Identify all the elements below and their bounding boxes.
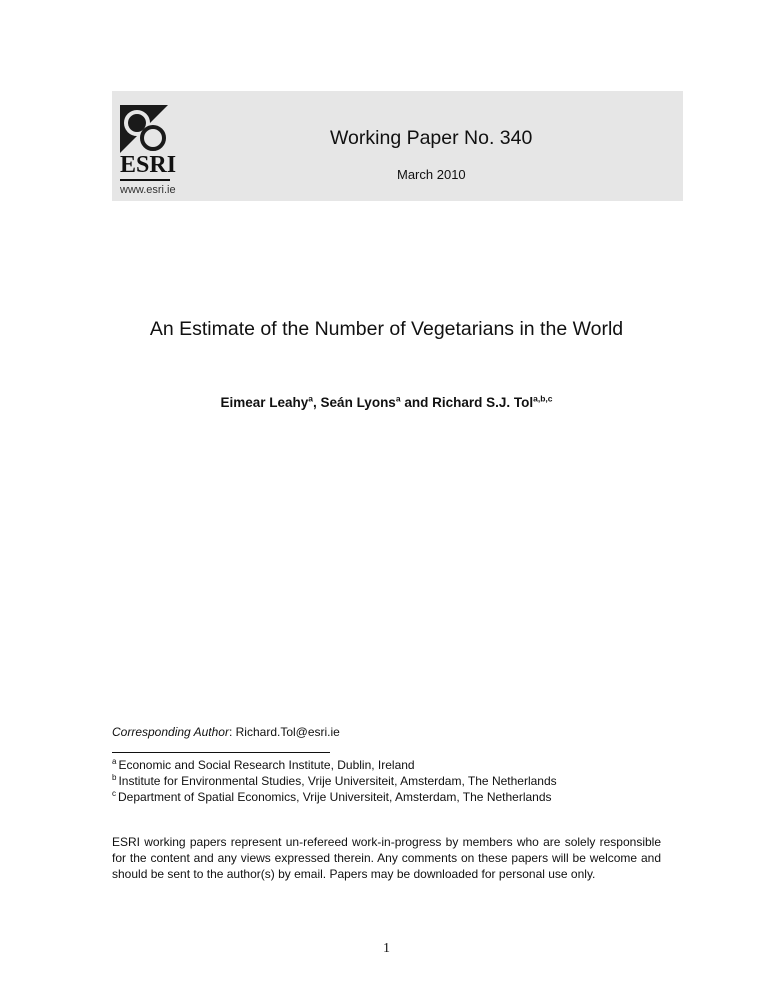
author-affiliation-mark: a	[395, 393, 401, 404]
author-name: Eimear Leahy	[220, 395, 309, 410]
author-name: Richard S.J. Tol	[432, 395, 534, 410]
author-separator: and	[400, 395, 433, 410]
footnote	[112, 789, 557, 805]
corresponding-author-email[interactable]: : Richard.Tol@esri.ie	[228, 725, 340, 739]
footnotes	[112, 757, 557, 805]
author-name: Seán Lyons	[320, 395, 396, 410]
logo-rule	[120, 179, 170, 181]
logo-url[interactable]: www.esri.ie	[120, 184, 176, 196]
footnote	[112, 757, 557, 773]
footnote-mark: a	[112, 757, 117, 766]
page-number: 1	[383, 941, 390, 956]
paper-title: An Estimate of the Number of Vegetarians in the World	[149, 318, 624, 340]
corresponding-author	[112, 725, 340, 739]
author-affiliation-mark: a,b,c	[533, 393, 553, 404]
footnote-text: Department of Spatial Economics, Vrije Universiteit, Amsterdam, The Netherlands	[118, 790, 552, 804]
author-affiliation-mark: a	[308, 393, 314, 404]
disclaimer-paragraph: ESRI working papers represent un-refereed work-in-progress by members who are solely responsible for the content and any views expressed therein. Any comments on these papers will be welcome and should be sent to the author(s) by email. Papers may be downloaded for personal use only.	[112, 835, 661, 881]
footnote	[112, 773, 557, 789]
author-list	[0, 395, 773, 410]
esri-logo	[120, 105, 177, 197]
working-paper-title: Working Paper No. 340	[330, 127, 533, 149]
working-paper-date: March 2010	[397, 167, 466, 182]
footnote-text: Institute for Environmental Studies, Vrije Universiteit, Amsterdam, The Netherlands	[118, 774, 557, 788]
footnote-text: Economic and Social Research Institute, Dublin, Ireland	[118, 758, 415, 772]
corresponding-author-label: Corresponding Author	[112, 725, 229, 739]
header-banner	[112, 91, 683, 201]
footnote-mark: c	[112, 789, 116, 798]
author-separator: ,	[313, 395, 321, 410]
logo-wordmark: ESRI	[120, 152, 177, 178]
footnote-divider	[112, 752, 330, 753]
esri-logo-mark-icon	[120, 105, 168, 153]
footnote-mark: b	[112, 773, 117, 782]
